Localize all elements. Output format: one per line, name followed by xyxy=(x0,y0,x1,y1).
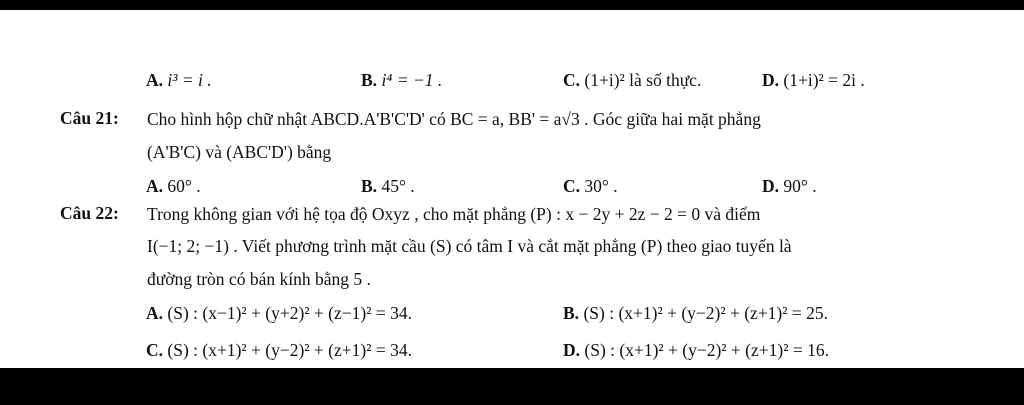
question-21-number: Câu 21: xyxy=(60,108,119,128)
question-21-stem-line2: (A'B'C) và (ABC'D') bằng xyxy=(147,142,332,162)
prev-option-a: A. i³ = i . xyxy=(146,70,212,90)
q22-option-b: B. (S) : (x+1)² + (y−2)² + (z+1)² = 25. xyxy=(563,303,829,323)
document-page xyxy=(0,10,1024,368)
question-21-stem-line1: Cho hình hộp chữ nhật ABCD.A'B'C'D' có BC = a, BB' = a√3 . Góc giữa hai mặt phẳng xyxy=(147,109,761,129)
question-22-number: Câu 22: xyxy=(60,203,119,223)
prev-option-d: D. (1+i)² = 2i . xyxy=(762,70,865,90)
q22-option-d: D. (S) : (x+1)² + (y−2)² + (z+1)² = 16. xyxy=(563,340,829,360)
question-22-stem-line2: I(−1; 2; −1) . Viết phương trình mặt cầu (S) có tâm I và cắt mặt phẳng (P) theo giao tuyến là xyxy=(147,236,792,256)
prev-option-b: B. i⁴ = −1 . xyxy=(361,70,443,90)
q21-option-c: C. 30° . xyxy=(563,176,618,196)
q22-option-c: C. (S) : (x+1)² + (y−2)² + (z+1)² = 34. xyxy=(146,340,412,360)
q21-option-b: B. 45° . xyxy=(361,176,415,196)
prev-option-c: C. (1+i)² là số thực. xyxy=(563,70,702,90)
question-22-stem-line1: Trong không gian với hệ tọa độ Oxyz , cho mặt phẳng (P) : x − 2y + 2z − 2 = 0 và điểm xyxy=(147,204,761,224)
top-black-border xyxy=(0,0,1024,10)
q22-option-a: A. (S) : (x−1)² + (y+2)² + (z−1)² = 34. xyxy=(146,303,412,323)
question-22-stem-line3: đường tròn có bán kính bằng 5 . xyxy=(147,269,371,289)
bottom-black-border xyxy=(0,368,1024,405)
q21-option-d: D. 90° . xyxy=(762,176,817,196)
q21-option-a: A. 60° . xyxy=(146,176,201,196)
